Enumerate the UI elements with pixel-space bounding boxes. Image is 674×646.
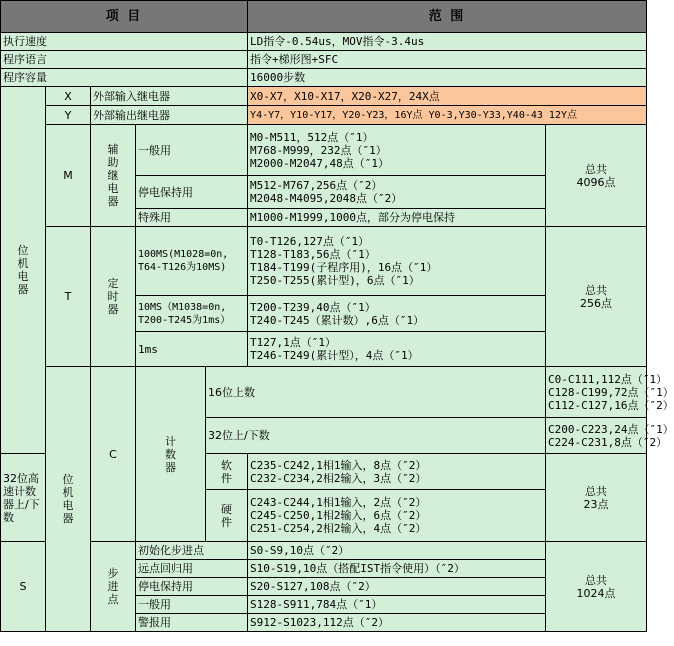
table-row [1, 227, 647, 296]
s-row-label: 警报用 [136, 614, 248, 632]
x-value: X0-X7，X10-X17，X20-X27，24X点 [248, 87, 647, 106]
c-row-value: C0-C111,112点（″1） C128-C199,72点（″1） C112-C127,16点（″2） [546, 367, 647, 418]
general-value: 指令+梯形图+SFC [248, 51, 647, 69]
y-code: Y [46, 106, 91, 125]
table-row [1, 69, 647, 87]
s-total: 总共 1024点 [546, 542, 647, 632]
t-total: 总共 256点 [546, 227, 647, 367]
y-value: Y4-Y7，Y10-Y17，Y20-Y23，16Y点 Y0-3,Y30-Y33,Y40-43 12Y点 [248, 106, 647, 125]
m-row-label: 特殊用 [136, 209, 248, 227]
m-row-value: M512-M767,256点（″2） M2048-M4095,2048点（″2） [248, 176, 546, 209]
general-value: LD指令-0.54us，MOV指令-3.4us [248, 33, 647, 51]
header-item: 项 目 [1, 1, 248, 33]
m-row-label: 停电保持用 [136, 176, 248, 209]
x-name: 外部输入继电器 [91, 87, 248, 106]
table-row [1, 51, 647, 69]
s-code: S [1, 542, 46, 632]
table-row [1, 125, 647, 176]
s-row-label: 初始化步进点 [136, 542, 248, 560]
c-row-value: C200-C223,24点（″1） C224-C231,8点（″2） [546, 418, 647, 454]
t-row-value: T0-T126,127点（″1） T128-T183,56点（″1） T184-T199(子程序用)，16点（″1） T250-T255(累计型)，6点（″1） [248, 227, 546, 296]
m-total: 总共 4096点 [546, 125, 647, 227]
t-row-label: 100MS(M1028=0n, T64-T126为10MS) [136, 227, 248, 296]
general-label: 程序容量 [1, 69, 248, 87]
t-row-value: T127,1点（″1） T246-T249(累计型），4点（″1） [248, 332, 546, 367]
x-code: X [46, 87, 91, 106]
c-category: 计数器 [136, 367, 206, 542]
table-row [1, 87, 647, 106]
t-row-label: 1ms [136, 332, 248, 367]
s-row-label: 停电保持用 [136, 578, 248, 596]
t-category: 定时器 [91, 227, 136, 367]
s-row-value: S912-S1023,112点（″2） [248, 614, 546, 632]
s-row-value: S20-S127,108点（″2） [248, 578, 546, 596]
s-row-value: S10-S19,10点（搭配IST指令使用）（″2） [248, 560, 546, 578]
c-row-label: 32位上/下数 [206, 418, 546, 454]
c-hard-label: 硬件 [206, 490, 248, 542]
c-soft-label: 软件 [206, 454, 248, 490]
s-row-value: S0-S9,10点（″2） [248, 542, 546, 560]
y-name: 外部输出继电器 [91, 106, 248, 125]
c-code: C [91, 367, 136, 542]
t-code: T [46, 227, 91, 367]
c-hs-label: 32位高速计数器上/下数 [1, 454, 46, 542]
m-row-value: M1000-M1999,1000点，部分为停电保持 [248, 209, 546, 227]
s-row-value: S128-S911,784点（″1） [248, 596, 546, 614]
m-category: 辅助继电器 [91, 125, 136, 227]
m-code: M [46, 125, 91, 227]
c-hard-value: C243-C244,1相1输入，2点（″2） C245-C250,1相2输入，6点（″2） C251-C254,2相2输入，4点（″2） [248, 490, 546, 542]
c-row-label: 16位上数 [206, 367, 546, 418]
m-row-value: M0-M511，512点（″1） M768-M999，232点（″1） M2000-M2047,48点（″1） [248, 125, 546, 176]
s-row-label: 一般用 [136, 596, 248, 614]
t-row-label: 10MS（M1038=0n, T200-T245为1ms） [136, 296, 248, 332]
general-label: 程序语言 [1, 51, 248, 69]
general-label: 执行速度 [1, 33, 248, 51]
header-row [1, 1, 647, 33]
header-range: 范 围 [248, 1, 647, 33]
table-row [1, 106, 647, 125]
s-row-label: 远点回归用 [136, 560, 248, 578]
table-row [1, 33, 647, 51]
table-row [1, 542, 647, 560]
s-category: 步进点 [91, 542, 136, 632]
c-total-2: 总共 23点 [546, 454, 647, 542]
group-label-top: 位机电器 [1, 87, 46, 454]
general-value: 16000步数 [248, 69, 647, 87]
t-row-value: T200-T239,40点（″1） T240-T245（累计数）,6点（″1） [248, 296, 546, 332]
table-row [1, 367, 647, 418]
m-row-label: 一般用 [136, 125, 248, 176]
c-soft-value: C235-C242,1相1输入，8点（″2） C232-C234,2相2输入，3点（″2） [248, 454, 546, 490]
group-label-bottom: 位机电器 [46, 367, 91, 632]
